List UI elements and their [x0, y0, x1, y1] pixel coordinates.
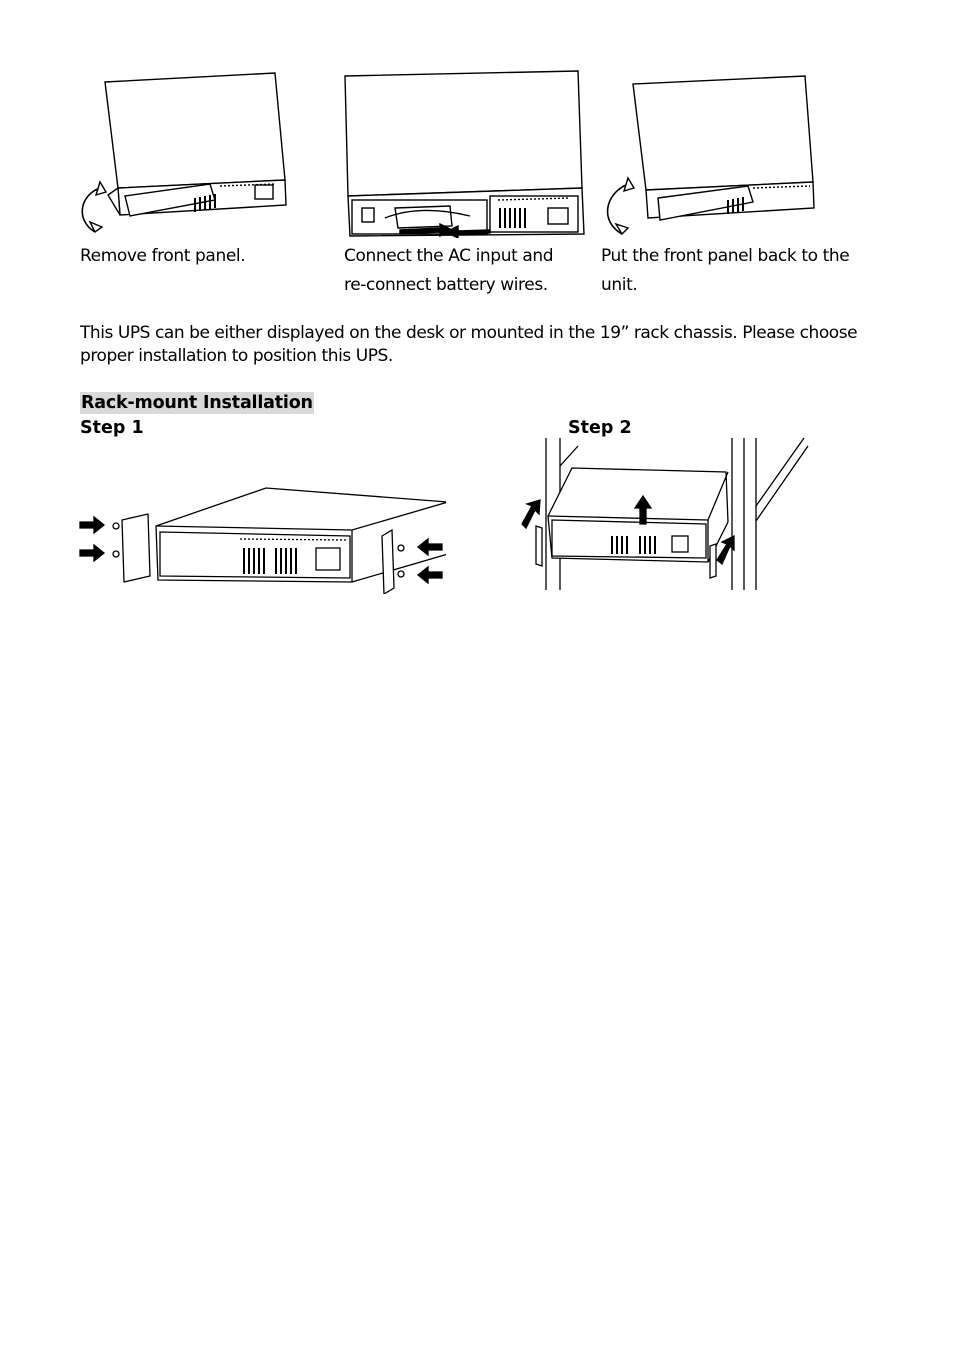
step-caption-connect-ac: Connect the AC input and re-connect battery wires.: [344, 246, 554, 295]
connect-ac-input-illustration: [340, 68, 590, 238]
replace-front-panel-illustration: [598, 72, 833, 240]
rack-mount-heading: Rack-mount Installation: [81, 393, 313, 413]
intro-paragraph: This UPS can be either displayed on the desk or mounted in the 19” rack chassis. Please choose proper installation to position this UPS.: [80, 323, 858, 366]
step-caption-remove-panel: Remove front panel.: [80, 246, 246, 266]
rack-step1-illustration: [76, 484, 446, 594]
step-1-label: Step 1: [80, 418, 144, 438]
remove-front-panel-illustration: [70, 70, 295, 240]
step-2-label: Step 2: [568, 418, 632, 438]
rack-step2-illustration: [512, 436, 812, 594]
step-caption-replace-panel: Put the front panel back to the unit.: [601, 246, 850, 295]
